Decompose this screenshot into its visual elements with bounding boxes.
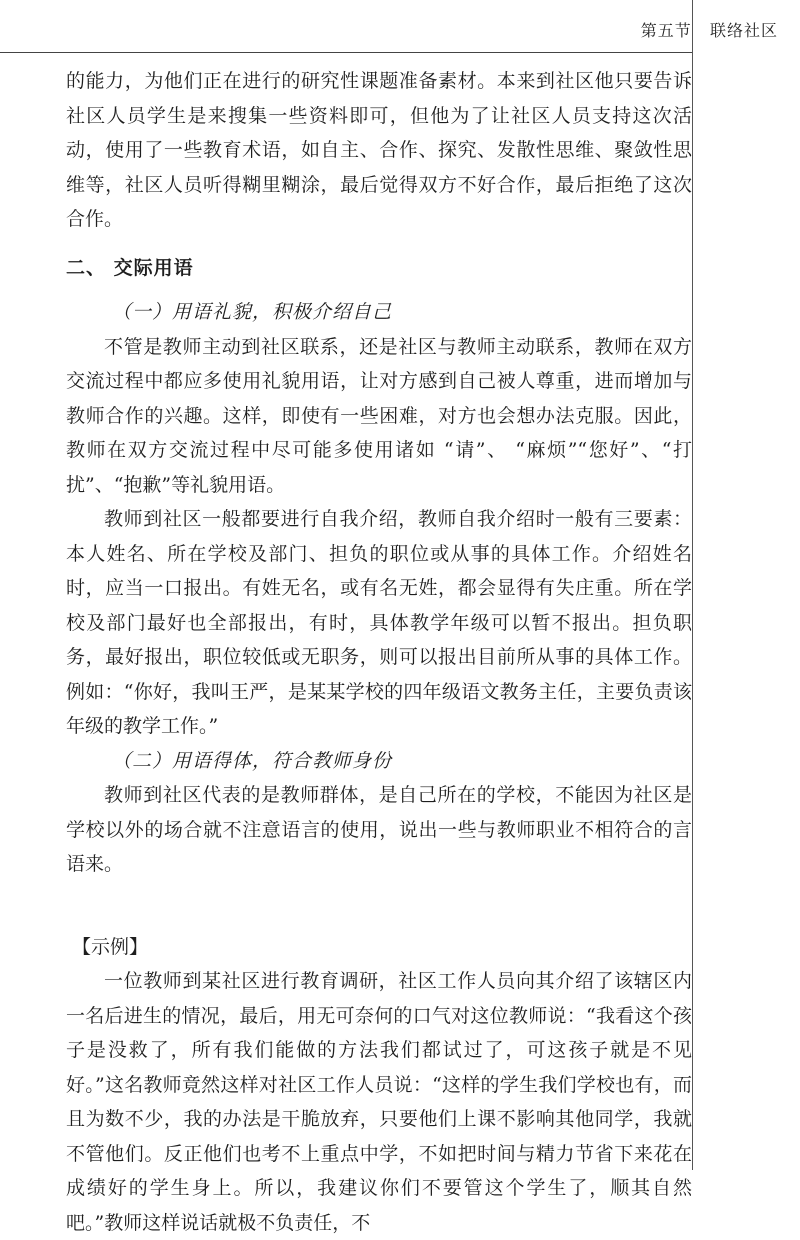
header-rule xyxy=(0,52,692,53)
page-edge-rule xyxy=(692,0,693,1170)
page-body xyxy=(66,64,692,1240)
sub-heading-appropriate: （二）用语得体，符合教师身份 xyxy=(112,749,393,772)
running-head: 第五节 联络社区 xyxy=(640,21,778,40)
sub-heading-polite: （一）用语礼貌，积极介绍自己 xyxy=(112,301,393,323)
paragraph-appropriate-language: 教师到社区代表的是教师群体，是自己所在的学校，不能因为社区是学校以外的场合就不注意语言的使用，说出一些与教师职业不相符合的言语来。 xyxy=(66,784,692,875)
section-heading: 二、 交际用语 xyxy=(66,256,194,279)
paragraph-intro: 的能力，为他们正在进行的研究性课题准备素材。本来到社区他只要告诉社区人员学生是来搜集一些资料即可，但他为了让社区人员支持这次活动，使用了一些教育术语，如自主、合作、探究、发散性思维、聚敛性思维等，社区人员听得糊里糊涂，最后觉得双方不好合作，最后拒绝了这次合作。 xyxy=(66,70,692,230)
paragraph-example: 一位教师到某社区进行教育调研，社区工作人员向其介绍了该辖区内一名后进生的情况，最后，用无可奈何的口气对这位教师说：“我看这个孩子是没救了，所有我们能做的方法我们都试过了，可这孩子就是不见好。”这名教师竟然这样对社区工作人员说：“这样的学生我们学校也有，而且为数不少，我的办法是干脆放弃，只要他们上课不影响其他同学，我就不管他们。反正他们也考不上重点中学，不如把时间与精力节省下来花在成绩好的学生身上。所以，我建议你们不要管这个学生了，顺其自然吧。”教师这样说话就极不负责任，不 xyxy=(66,970,692,1234)
paragraph-self-introduction: 教师到社区一般都要进行自我介绍，教师自我介绍时一般有三要素：本人姓名、所在学校及部门、担负的职位或从事的具体工作。介绍姓名时，应当一口报出。有姓无名，或有名无姓，都会显得有失庄重。所在学校及部门最好也全部报出，有时，具体教学年级可以暂不报出。担负职务，最好报出，职位较低或无职务，则可以报出目前所从事的具体工作。例如：“你好，我叫王严，是某某学校的四年级语文教务主任，主要负责该年级的教学工作。” xyxy=(66,508,692,737)
paragraph-polite-language: 不管是教师主动到社区联系，还是社区与教师主动联系，教师在双方交流过程中都应多使用礼貌用语，让对方感到自己被人尊重，进而增加与教师合作的兴趣。这样，即使有一些困难，对方也会想办法克服。因此，教师在双方交流过程中尽可能多使用诸如 “请”、 “麻烦”“您好”、“打扰”、“抱歉”等礼貌用语。 xyxy=(66,335,692,496)
example-tag: 【示例】 xyxy=(72,935,149,958)
